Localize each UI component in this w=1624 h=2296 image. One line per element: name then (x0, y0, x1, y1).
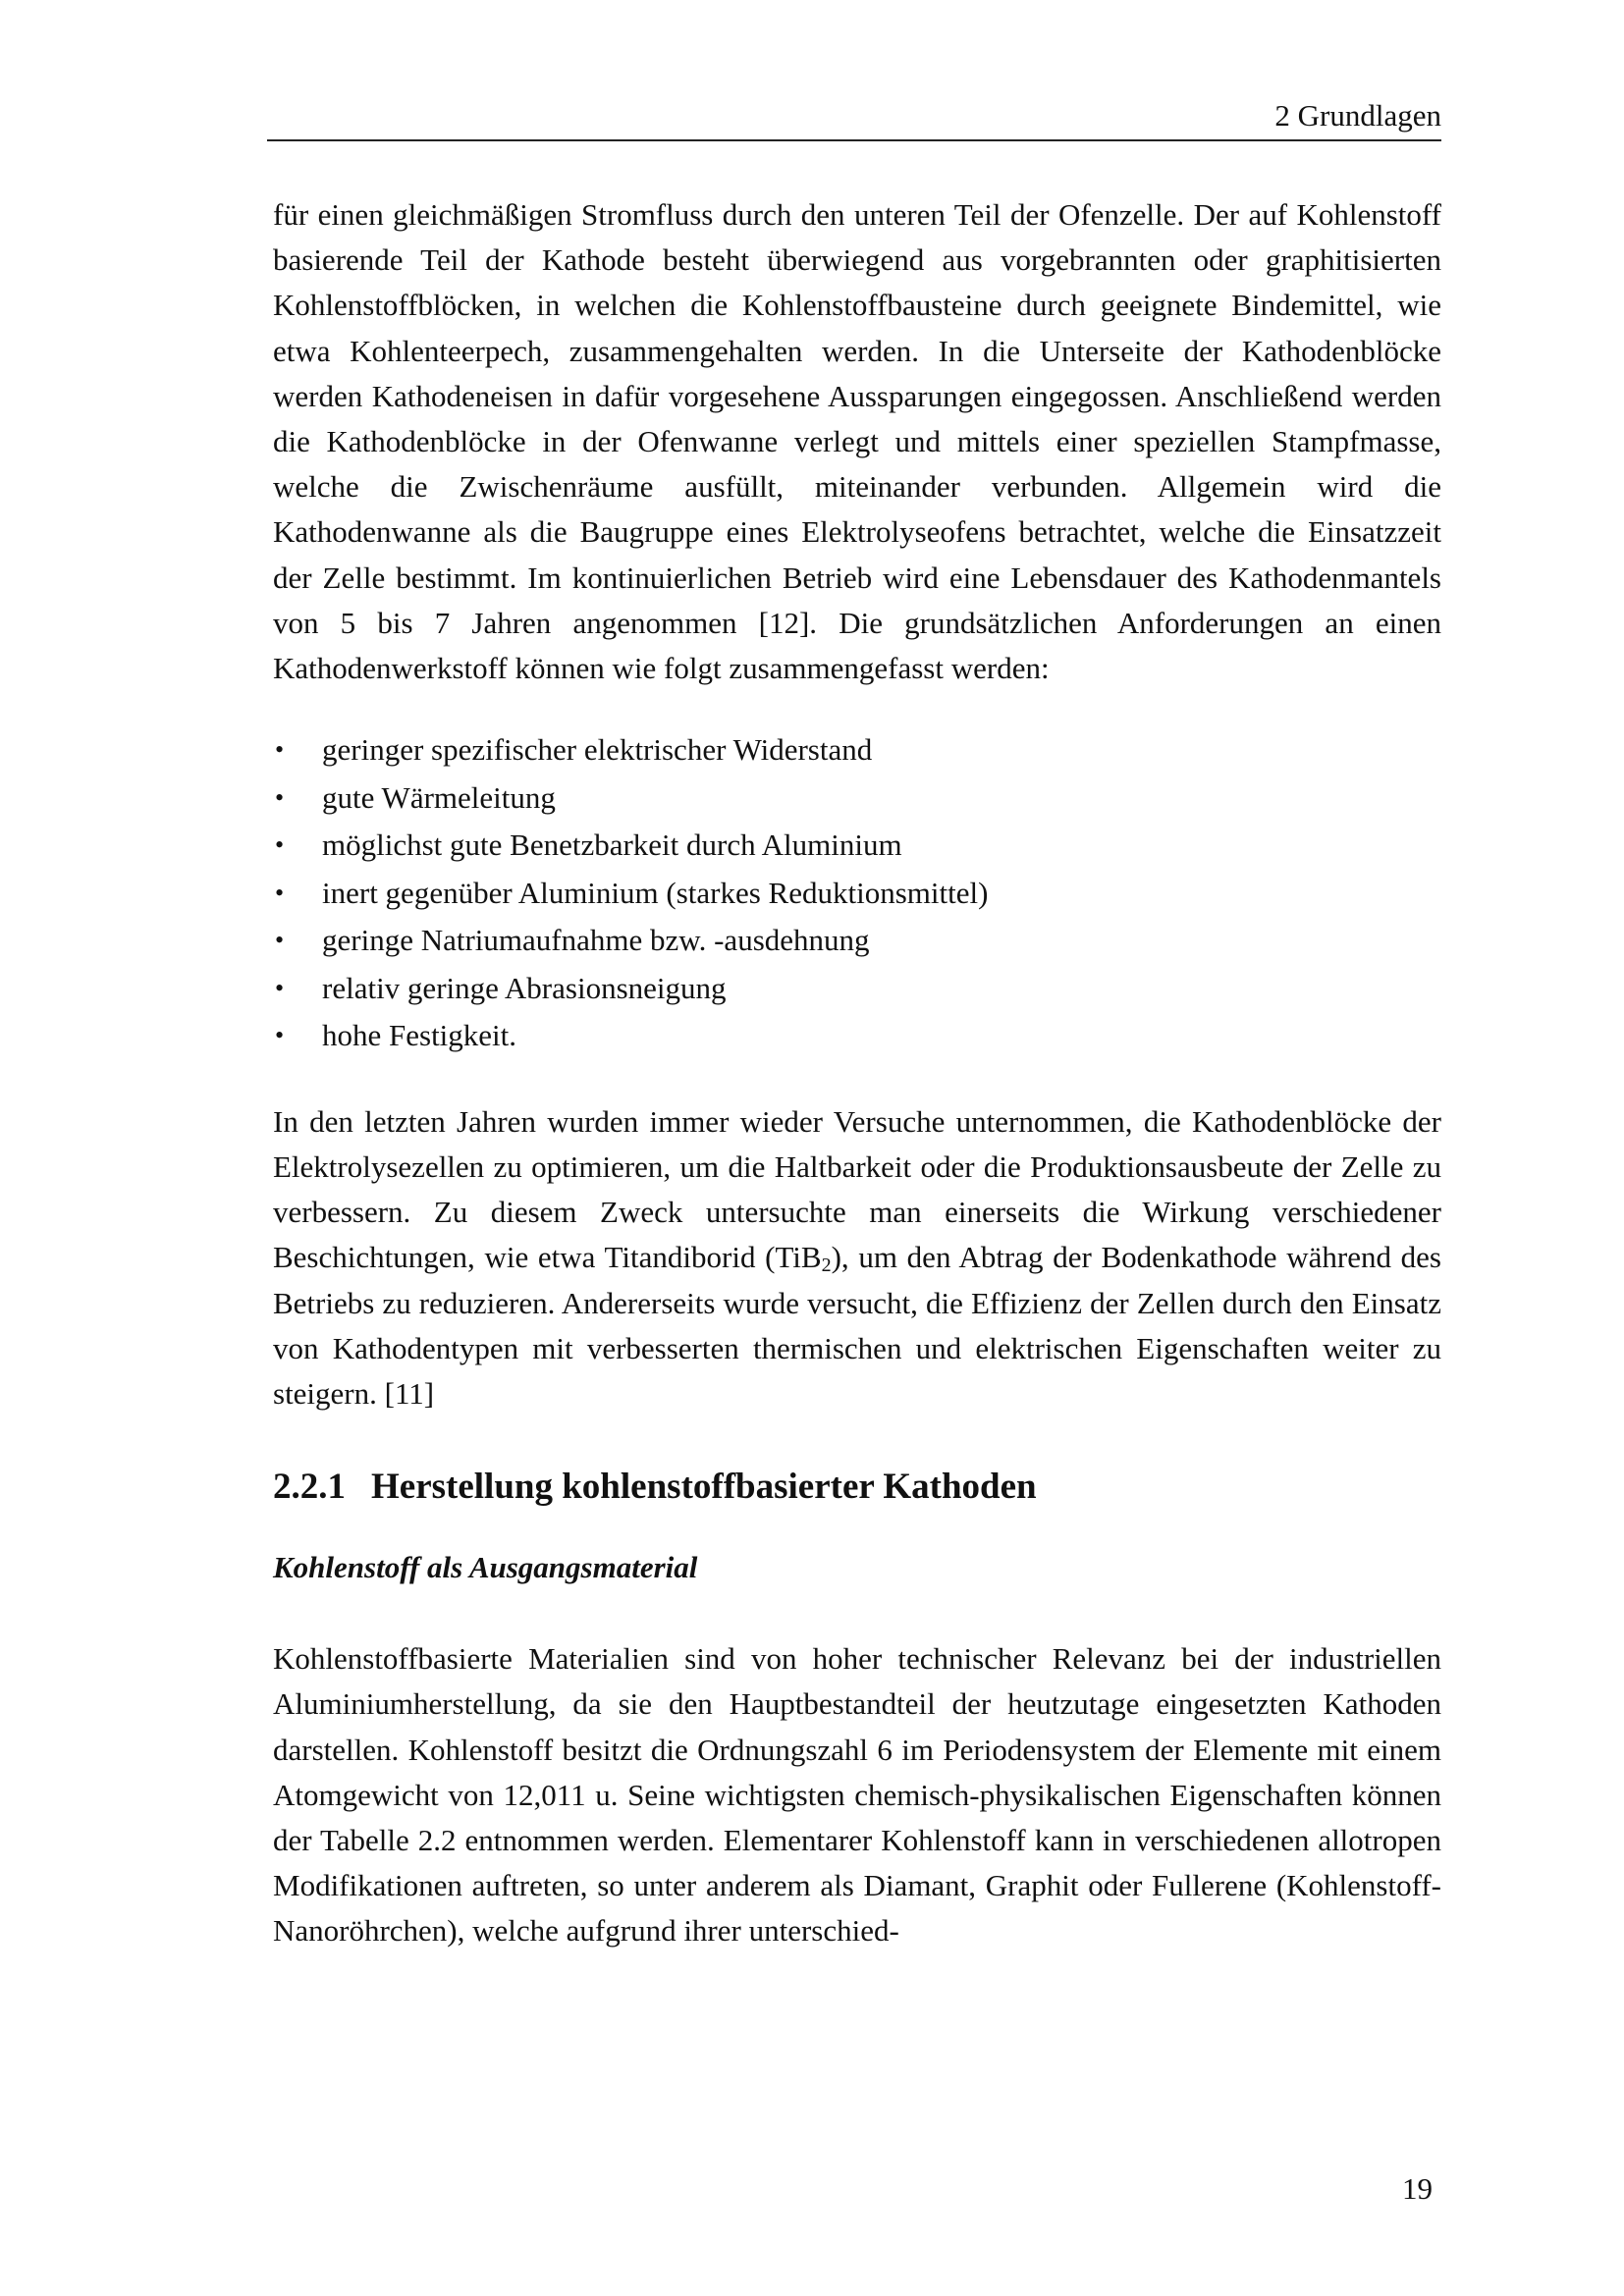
list-item: • möglichst gute Benetzbarkeit durch Aluminium (273, 822, 1441, 870)
section-heading (273, 1466, 1441, 1509)
bullet-icon: • (275, 926, 285, 955)
list-item: • geringer spezifischer elektrischer Widerstand (273, 726, 1441, 774)
bullet-icon: • (275, 782, 285, 812)
chapter-title: 2 Grundlagen (1274, 98, 1441, 133)
page-number: 19 (1402, 2171, 1433, 2206)
paragraph-cathode-construction: für einen gleichmäßigen Stromfluss durch den unteren Teil der Ofenzelle. Der auf Kohlenstoff basierende Teil der Kathode besteht überwiegend aus vorgebrannten oder graphitisierten Kohlenstoffblöcken, in welchen die Kohlenstoffbausteine durch geeignete Bindemittel, wie etwa Kohlenteerpech, zusammengehalten werden. In die Unterseite der Kathodenblöcke werden Kathodeneisen in dafür vorgesehene Aussparungen eingegossen. Anschließend werden die Kathodenblöcke in der Ofenwanne verlegt und mittels einer speziellen Stampfmasse, welche die Zwischenräume ausfüllt, miteinander verbunden. Allgemein wird die Kathodenwanne als die Baugruppe eines Elektrolyseofens betrachtet, welche die Einsatzzeit der Zelle bestimmt. Im kontinuierlichen Betrieb wird eine Lebensdauer des Kathodenmantels von 5 bis 7 Jahren angenommen [12]. Die grundsätzlichen Anforderungen an einen Kathodenwerkstoff können wie folgt zusammengefasst werden: (273, 197, 1441, 686)
bullet-icon: • (275, 735, 285, 765)
subscript: 2 (821, 1255, 832, 1277)
paragraph-carbon-material: Kohlenstoffbasierte Materialien sind von hoher technischer Relevanz bei der industriellen Aluminiumherstellung, da sie den Hauptbestandteil der heutzutage eingesetzten Kathoden darstellen. Kohlenstoff besitzt die Ordnungszahl 6 im Periodensystem der Elemente mit einem Atomgewicht von 12,011 u. Seine wichtigsten chemisch-physikalischen Eigenschaften können der Tabelle 2.2 entnommen werden. Elementarer Kohlenstoff kann in verschiedenen allotropen Modifikationen auftreten, so unter anderem als Diamant, Graphit oder Fullerene (Kohlenstoff-Nanoröhrchen), welche aufgrund ihrer unterschied- (273, 1641, 1441, 1949)
bullet-icon: • (275, 973, 285, 1002)
subheading: Kohlenstoff als Ausgangsmaterial (273, 1550, 698, 1585)
list-item: • inert gegenüber Aluminium (starkes Reduktionsmittel) (273, 870, 1441, 918)
paragraph-cathode-optimization: In den letzten Jahren wurden immer wieder Versuche unternommen, die Kathodenblöcke der Elektrolysezellen zu optimieren, um die Haltbarkeit oder die Produktionsausbeute der Zelle zu verbessern. Zu diesem Zweck untersuchte man einerseits die Wirkung verschiedener Beschichtungen, wie etwa Titandiborid (TiB$_2$), um den Abtrag der Bodenkathode während des Betriebs zu reduzieren. Andererseits wurde versucht, die Effizienz der Zellen durch den Einsatz von Kathodentypen mit verbesserten thermischen und elektrischen Eigenschaften weiter zu steigern. [11] (273, 1103, 1442, 1411)
list-item: • hohe Festigkeit. (273, 1012, 1441, 1060)
list-item: • gute Wärmeleitung (273, 774, 1441, 823)
cathode-requirements-list (273, 726, 1441, 1060)
running-header (267, 98, 1441, 141)
section-number: 2.2.1 (273, 1467, 346, 1508)
list-item: • geringe Natriumaufnahme bzw. -ausdehnung (273, 917, 1441, 965)
bullet-icon: • (275, 878, 285, 907)
bullet-icon: • (275, 830, 285, 860)
page-body (273, 192, 1441, 1954)
section-title: Herstellung kohlenstoffbasierter Kathoden (371, 1467, 1037, 1508)
list-item: • relativ geringe Abrasionsneigung (273, 965, 1441, 1013)
bullet-icon: • (275, 1021, 285, 1050)
